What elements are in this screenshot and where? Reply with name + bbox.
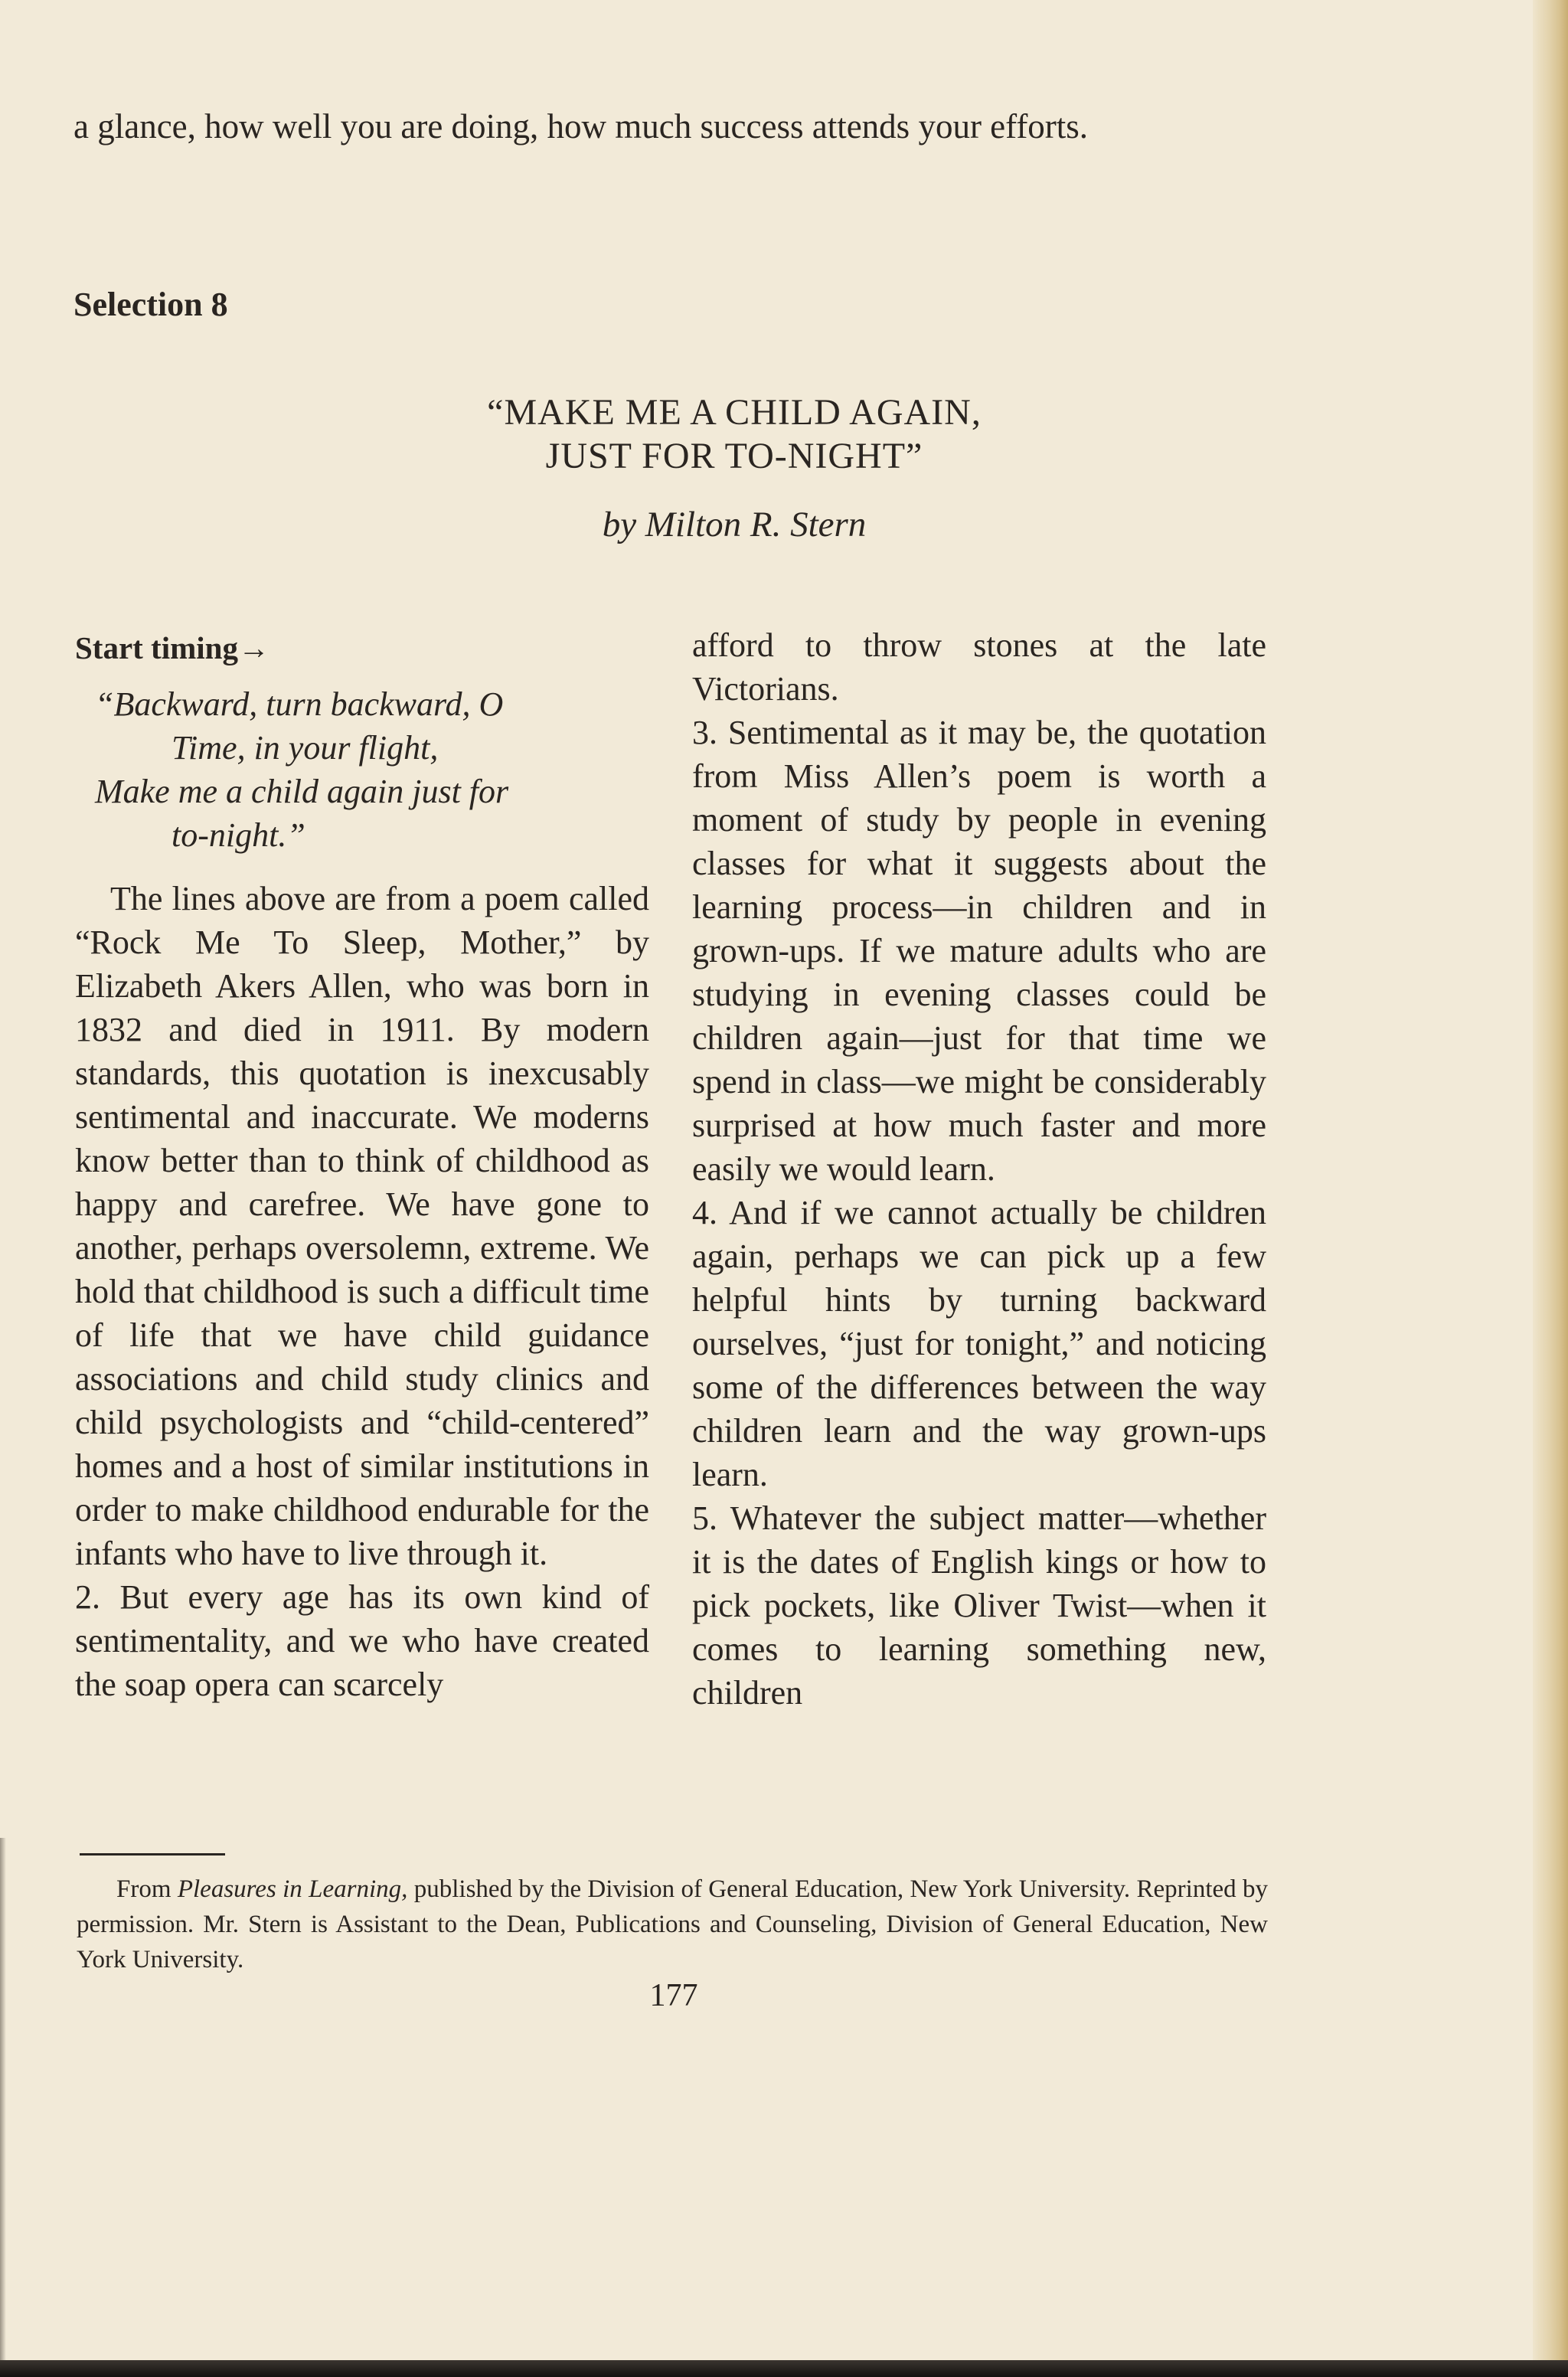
- article-title: [0, 391, 1468, 478]
- selection-heading: Selection 8: [74, 286, 228, 323]
- column-left: [75, 626, 649, 1706]
- paragraph-2-continued: afford to throw stones at the late Victorians.: [692, 626, 1266, 708]
- title-line-1: “MAKE ME A CHILD AGAIN,: [487, 392, 982, 433]
- footnote: [77, 1872, 1268, 1977]
- title-line-2: JUST FOR TO-NIGHT”: [545, 436, 923, 476]
- paragraph-4: 4. And if we cannot actually be children again, perhaps we can pick up a few helpful hints by turning backward ourselves, “just for tonight,” and noticing some of the differences between the way children learn and the way grown-ups learn.: [692, 1194, 1266, 1493]
- verse-line-3: Make me a child again just for: [95, 773, 509, 810]
- paragraph-2: 2. But every age has its own kind of sentimentality, and we who have created the soap opera can scarcely: [75, 1578, 649, 1703]
- verse-quote: [95, 682, 649, 857]
- page-shadow: [0, 1838, 6, 2374]
- column-right: [692, 623, 1266, 1715]
- footnote-body: published by the Division of General Education, New York University. Reprinted by permission. Mr. Stern is Assistant to the Dean, Publications and Counseling, Division of General Education, New York University.: [77, 1875, 1268, 1973]
- footnote-source-title: Pleasures in Learning,: [177, 1875, 408, 1903]
- intro-text: a glance, how well you are doing, how much success attends your efforts.: [74, 107, 1089, 145]
- verse-line-1: “Backward, turn backward, O: [95, 685, 504, 723]
- verse-line-2: Time, in your flight,: [172, 729, 439, 767]
- start-timing-label: Start timing→: [75, 630, 270, 665]
- paragraph-1: The lines above are from a poem called “Rock Me To Sleep, Mother,” by Elizabeth Akers Allen, who was born in 1832 and died in 1911. By modern standards, this quotation is inexcusably sentimental and inaccurate. We moderns know better than to think of childhood as happy and carefree. We have gone to another, perhaps oversolemn, extreme. We hold that childhood is such a difficult time of life that we have child guidance associations and child study clinics and child psychologists and “child-centered” homes and a host of similar institutions in order to make childhood endurable for the infants who have to live through it.: [75, 880, 649, 1572]
- paragraph-5: 5. Whatever the subject matter—whether it is the dates of English kings or how to pick pockets, like Oliver Twist—when it comes to learning something new, children: [692, 1499, 1266, 1712]
- footnote-rule: [80, 1853, 225, 1855]
- author-byline: by Milton R. Stern: [602, 505, 867, 544]
- page-number: 177: [649, 1978, 698, 2013]
- paragraph-3: 3. Sentimental as it may be, the quotation from Miss Allen’s poem is worth a moment of study by people in evening classes for what it suggests about the learning process—in children and in grown-ups. If we mature adults who are studying in evening classes could be children again—just for that time we spend in class—we might be considerably surprised at how much faster and more easily we would learn.: [692, 714, 1266, 1188]
- page-edge: [1533, 0, 1568, 2377]
- verse-line-4: to-night.”: [172, 816, 305, 854]
- footnote-prefix: From: [116, 1875, 178, 1903]
- scan-bottom-edge: [0, 2360, 1568, 2377]
